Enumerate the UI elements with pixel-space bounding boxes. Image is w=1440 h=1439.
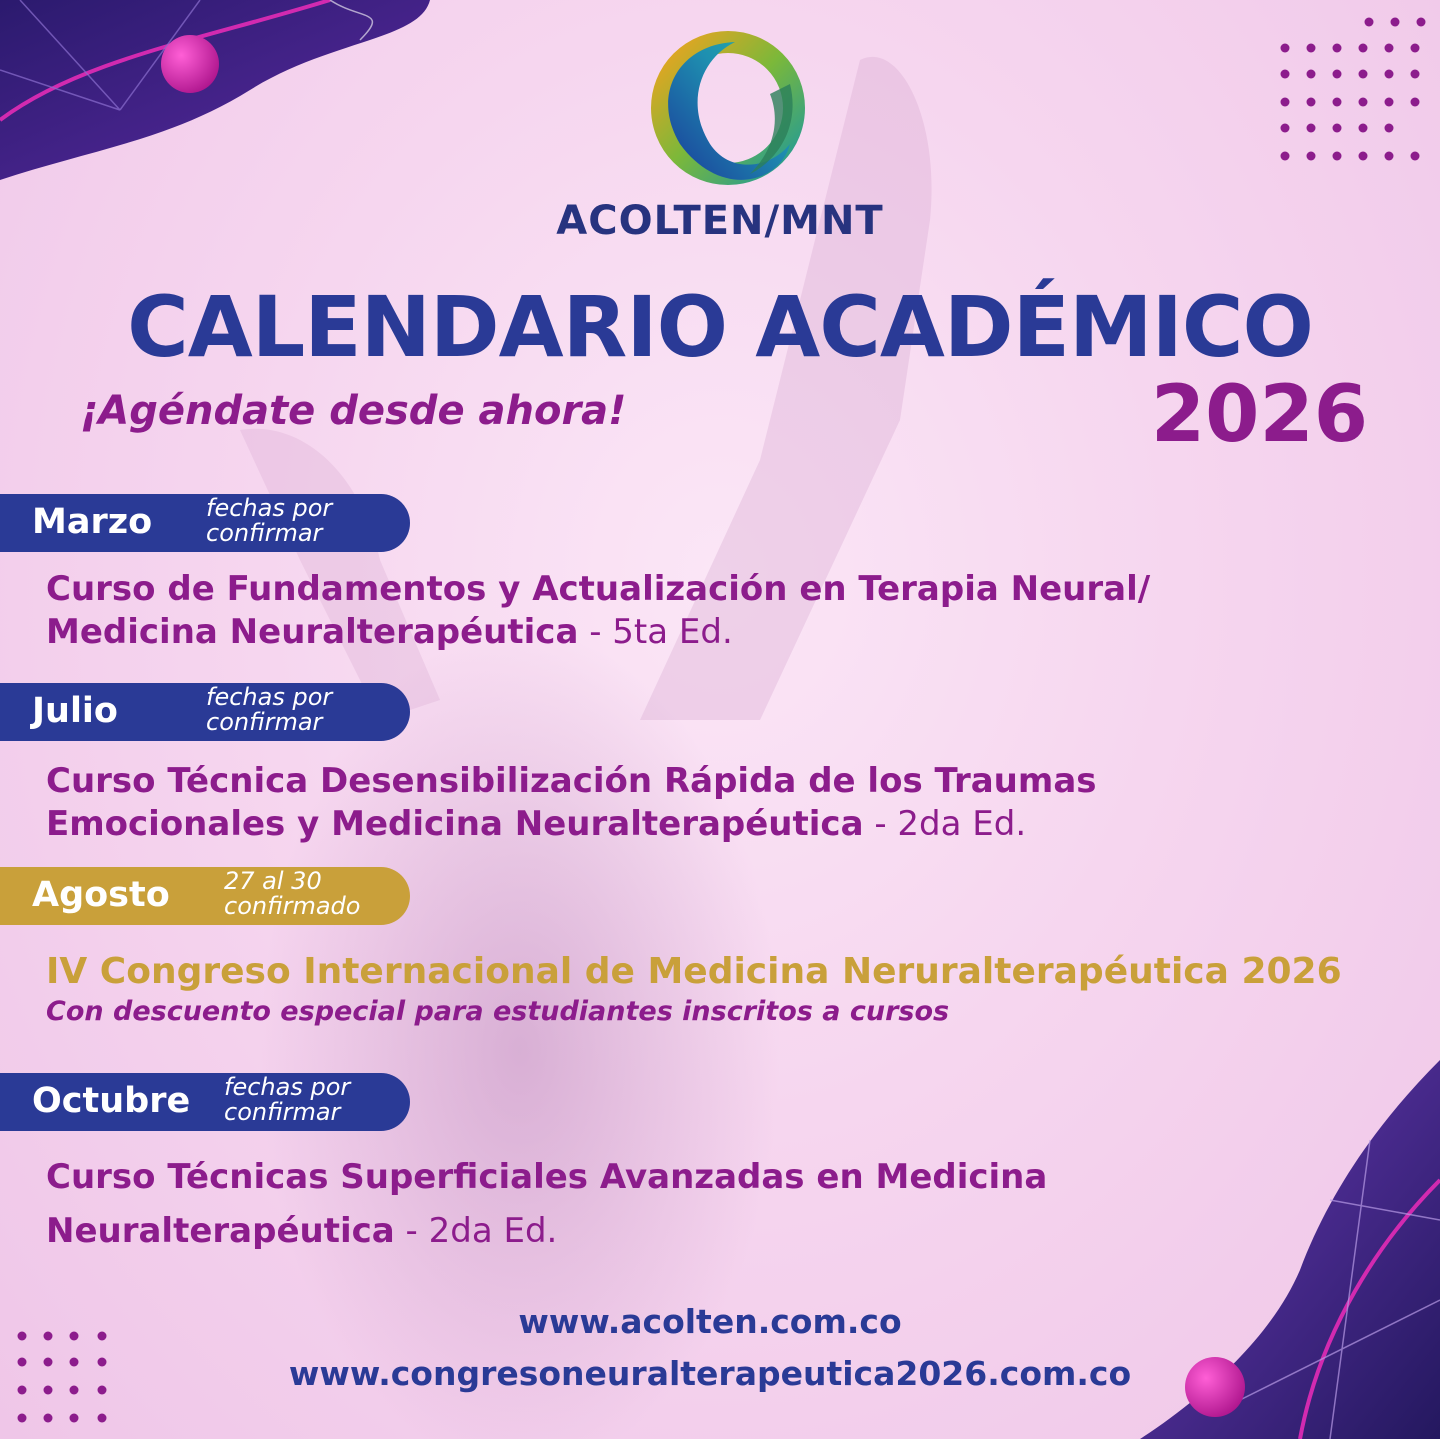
date-note: fechas por confirmar — [206, 494, 333, 547]
month-pill-agosto — [0, 867, 410, 925]
website-link-congress[interactable]: www.congresoneuralterapeutica2026.com.co — [288, 1354, 1132, 1393]
month-pill-marzo — [0, 494, 410, 552]
month-pill-octubre — [0, 1073, 410, 1131]
swirl-ring-logo-icon — [640, 24, 810, 194]
page-title: CALENDARIO ACADÉMICO — [127, 278, 1313, 376]
year-label: 2026 — [1150, 370, 1368, 460]
magenta-ball-top — [161, 35, 219, 93]
edition-label: - 5ta Ed. — [578, 612, 733, 652]
brand-name: ACOLTEN/MNT — [556, 198, 884, 244]
course-title-octubre: Curso Técnicas Superficiales Avanzadas en Medicina Neuralterapéutica - 2da Ed. — [46, 1157, 1048, 1251]
discount-note: Con descuento especial para estudiantes inscritos a cursos — [46, 996, 950, 1027]
course-title-marzo: Curso de Fundamentos y Actualización en Terapia Neural/ Medicina Neuralterapéutica - 5ta Ed. — [46, 569, 1151, 652]
congress-title: IV Congreso Internacional de Medicina Neruralterapéutica 2026 — [46, 951, 1342, 992]
month-label: Marzo — [32, 502, 153, 542]
website-link-acolten[interactable]: www.acolten.com.co — [518, 1302, 902, 1341]
month-label: Octubre — [32, 1081, 191, 1121]
date-note: 27 al 30 confirmado — [224, 867, 361, 920]
course-title-julio: Curso Técnica Desensibilización Rápida de los Traumas Emocionales y Medicina Neuralterapéutica - 2da Ed. — [46, 761, 1097, 844]
edition-label: - 2da Ed. — [394, 1211, 558, 1251]
dot-grid-top-right — [1281, 18, 1426, 161]
month-pill-julio — [0, 683, 410, 741]
date-note: fechas por confirmar — [224, 1073, 351, 1126]
tagline: ¡Agéndate desde ahora! — [80, 388, 627, 434]
corner-shape-top-left — [0, 0, 430, 180]
month-label: Julio — [32, 691, 118, 731]
month-label: Agosto — [32, 875, 170, 915]
edition-label: - 2da Ed. — [863, 804, 1027, 844]
date-note: fechas por confirmar — [206, 683, 333, 736]
